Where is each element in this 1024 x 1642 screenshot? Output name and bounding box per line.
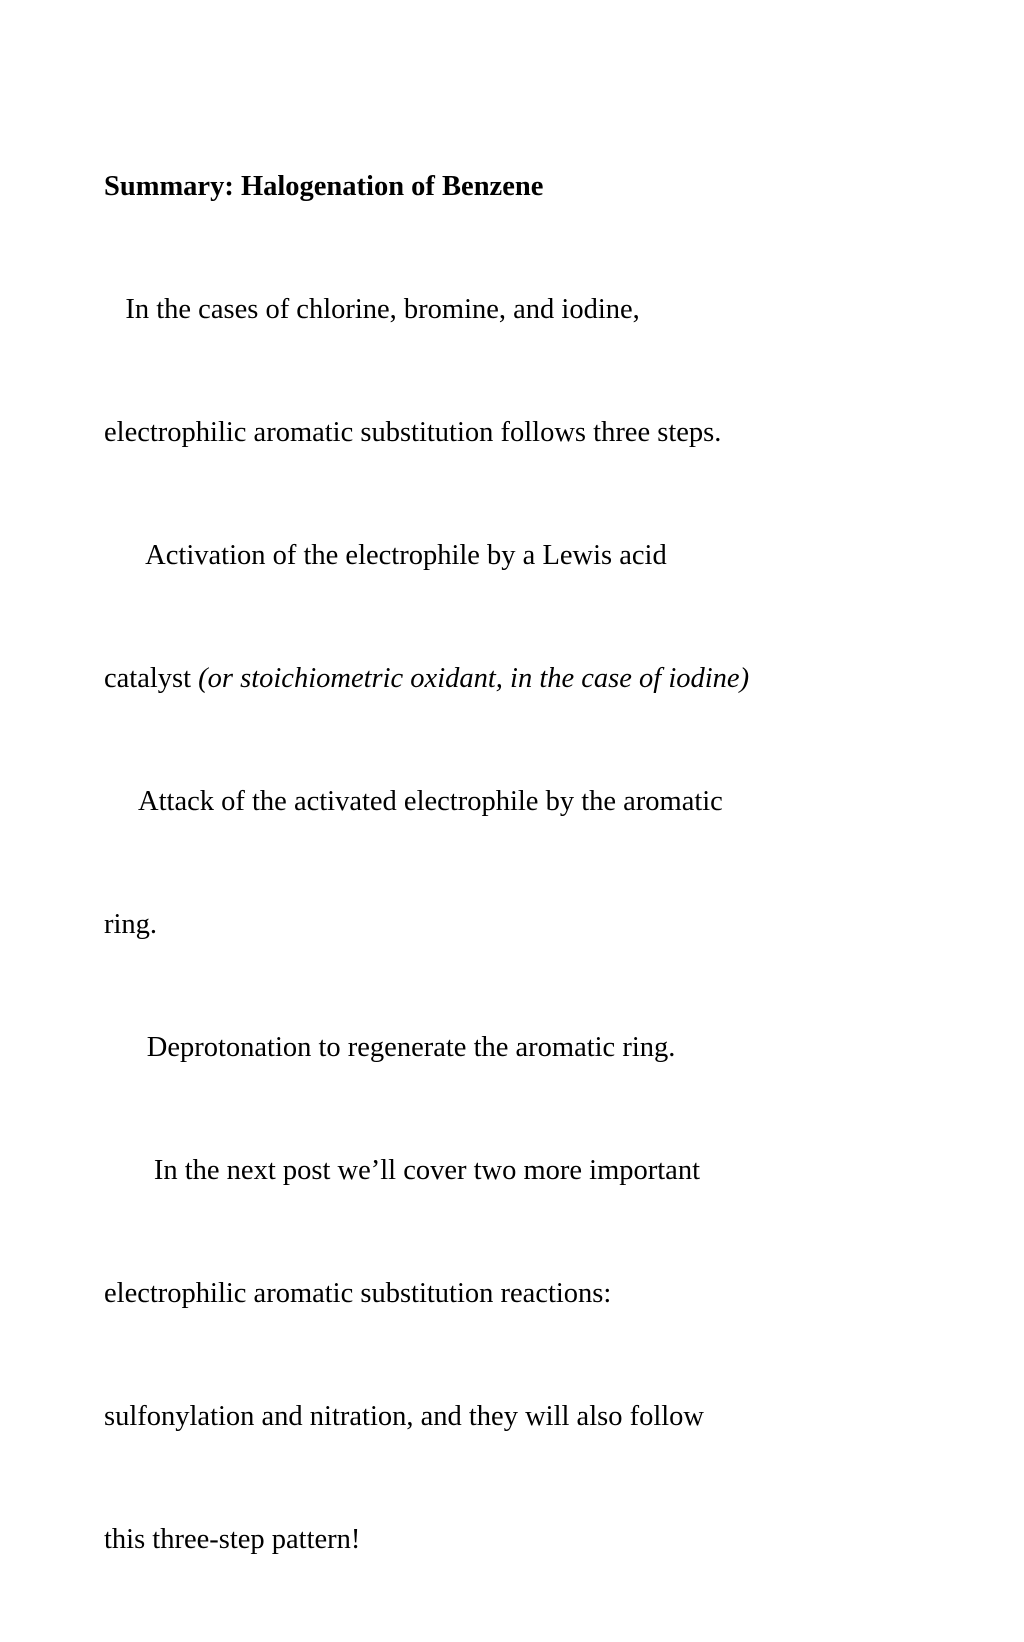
summary-title: Summary: Halogenation of Benzene	[104, 171, 544, 202]
text-line-ring: ring.	[104, 909, 158, 940]
text-line-next-post: In the next post we’ll cover two more important	[104, 1155, 700, 1186]
text-line-pattern: this three-step pattern!	[104, 1524, 361, 1555]
summary-text-block	[104, 84, 904, 1642]
step-3-deprotonation: Deprotonation to regenerate the aromatic ring.	[104, 1032, 676, 1063]
step-1-activation: Activation of the electrophile by a Lewis acid	[104, 540, 667, 571]
catalyst-text: catalyst	[104, 663, 199, 694]
text-line-sulfonylation: sulfonylation and nitration, and they will also follow	[104, 1401, 704, 1432]
text-line-1: In the cases of chlorine, bromine, and iodine,	[104, 294, 640, 325]
catalyst-italic-note: (or stoichiometric oxidant, in the case of iodine)	[198, 663, 750, 694]
text-line-reactions: electrophilic aromatic substitution reactions:	[104, 1278, 612, 1309]
text-line-2: electrophilic aromatic substitution follows three steps.	[104, 417, 722, 448]
text-line-catalyst	[104, 658, 904, 699]
step-2-attack: Attack of the activated electrophile by the aromatic	[104, 786, 723, 817]
